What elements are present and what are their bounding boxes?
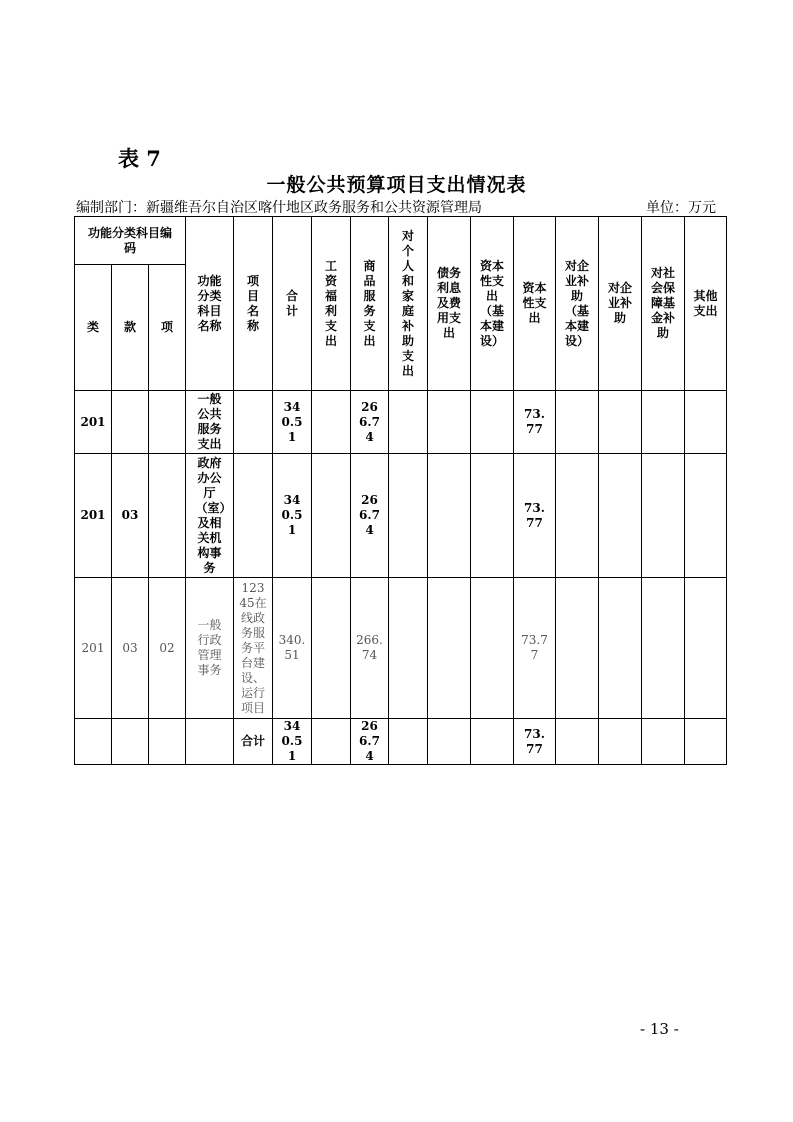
cell-subsidy-base [556,391,599,454]
cell-project-name [234,454,273,578]
cell-social [642,578,685,719]
cell-subsidy [599,454,642,578]
cell-function-name: 政府办公厅（室）及相关机构事务 [186,454,234,578]
header-lei: 类 [75,265,112,391]
cell-kuan [112,391,149,454]
total-capital: 73.77 [514,719,556,765]
currency-unit: 单位：万元 [646,200,716,216]
cell-subsidy-base [556,578,599,719]
cell-debt [428,578,471,719]
header-kuan: 款 [112,265,149,391]
header-function-name: 功能分类科目名称 [186,217,234,391]
cell-social [642,391,685,454]
cell-subsidy [599,391,642,454]
page-number: - 13 - [640,1020,679,1038]
cell-capital-base [471,578,514,719]
table-row [75,578,727,719]
cell-subsidy-base [556,454,599,578]
cell-lei: 201 [75,578,112,719]
cell-lei: 201 [75,391,112,454]
table-row [75,454,727,578]
cell-subsidy [599,578,642,719]
cell-total: 340.51 [273,391,312,454]
header-xiang: 项 [149,265,186,391]
cell-social [642,454,685,578]
cell-personal [389,454,428,578]
cell-capital: 73.77 [514,391,556,454]
total-sum: 340.51 [273,719,312,765]
cell-xiang [149,391,186,454]
cell-personal [389,578,428,719]
cell-wage [312,391,351,454]
cell-kuan: 03 [112,454,149,578]
cell-xiang: 02 [149,578,186,719]
cell-function-name: 一般行政管理事务 [186,578,234,719]
cell-capital-base [471,391,514,454]
cell-debt [428,454,471,578]
page-title: 一般公共预算项目支出情况表 [266,174,527,196]
cell-wage [312,454,351,578]
cell-xiang [149,454,186,578]
header-goods-services: 商品服务支出 [351,217,389,391]
total-goods: 266.74 [351,719,389,765]
total-label: 合计 [234,719,273,765]
header-enterprise-subsidy-base: 对企业补助（基本建设） [556,217,599,391]
header-row [75,217,727,265]
header-personal-subsidy: 对个人和家庭补助支出 [389,217,428,391]
table-row [75,391,727,454]
expenditure-table [74,216,727,765]
header-debt-interest: 债务利息及费用支出 [428,217,471,391]
cell-capital-base [471,454,514,578]
total-row [75,719,727,765]
cell-function-name: 一般公共服务支出 [186,391,234,454]
cell-total: 340.51 [273,578,312,719]
header-social-security: 对社会保障基金补助 [642,217,685,391]
header-wage: 工资福利支出 [312,217,351,391]
cell-goods: 266.74 [351,578,389,719]
cell-personal [389,391,428,454]
header-capital-base: 资本性支出（基本建设） [471,217,514,391]
header-project-name: 项目名称 [234,217,273,391]
cell-other [685,578,727,719]
cell-goods: 266.74 [351,454,389,578]
cell-capital: 73.77 [514,578,556,719]
cell-wage [312,578,351,719]
cell-capital: 73.77 [514,454,556,578]
cell-kuan: 03 [112,578,149,719]
cell-debt [428,391,471,454]
cell-total: 340.51 [273,454,312,578]
cell-project-name [234,391,273,454]
header-capital: 资本性支出 [514,217,556,391]
compiling-department: 编制部门：新疆维吾尔自治区喀什地区政务服务和公共资源管理局 [76,200,482,216]
header-total: 合计 [273,217,312,391]
header-enterprise-subsidy: 对企业补助 [599,217,642,391]
cell-other [685,454,727,578]
header-other: 其他支出 [685,217,727,391]
header-function-code-group: 功能分类科目编码 [75,217,186,265]
cell-lei: 201 [75,454,112,578]
cell-other [685,391,727,454]
table-number: 表 7 [118,146,161,171]
cell-project-name: 12345在线政务服务平台建设、运行项目 [234,578,273,719]
cell-goods: 266.74 [351,391,389,454]
